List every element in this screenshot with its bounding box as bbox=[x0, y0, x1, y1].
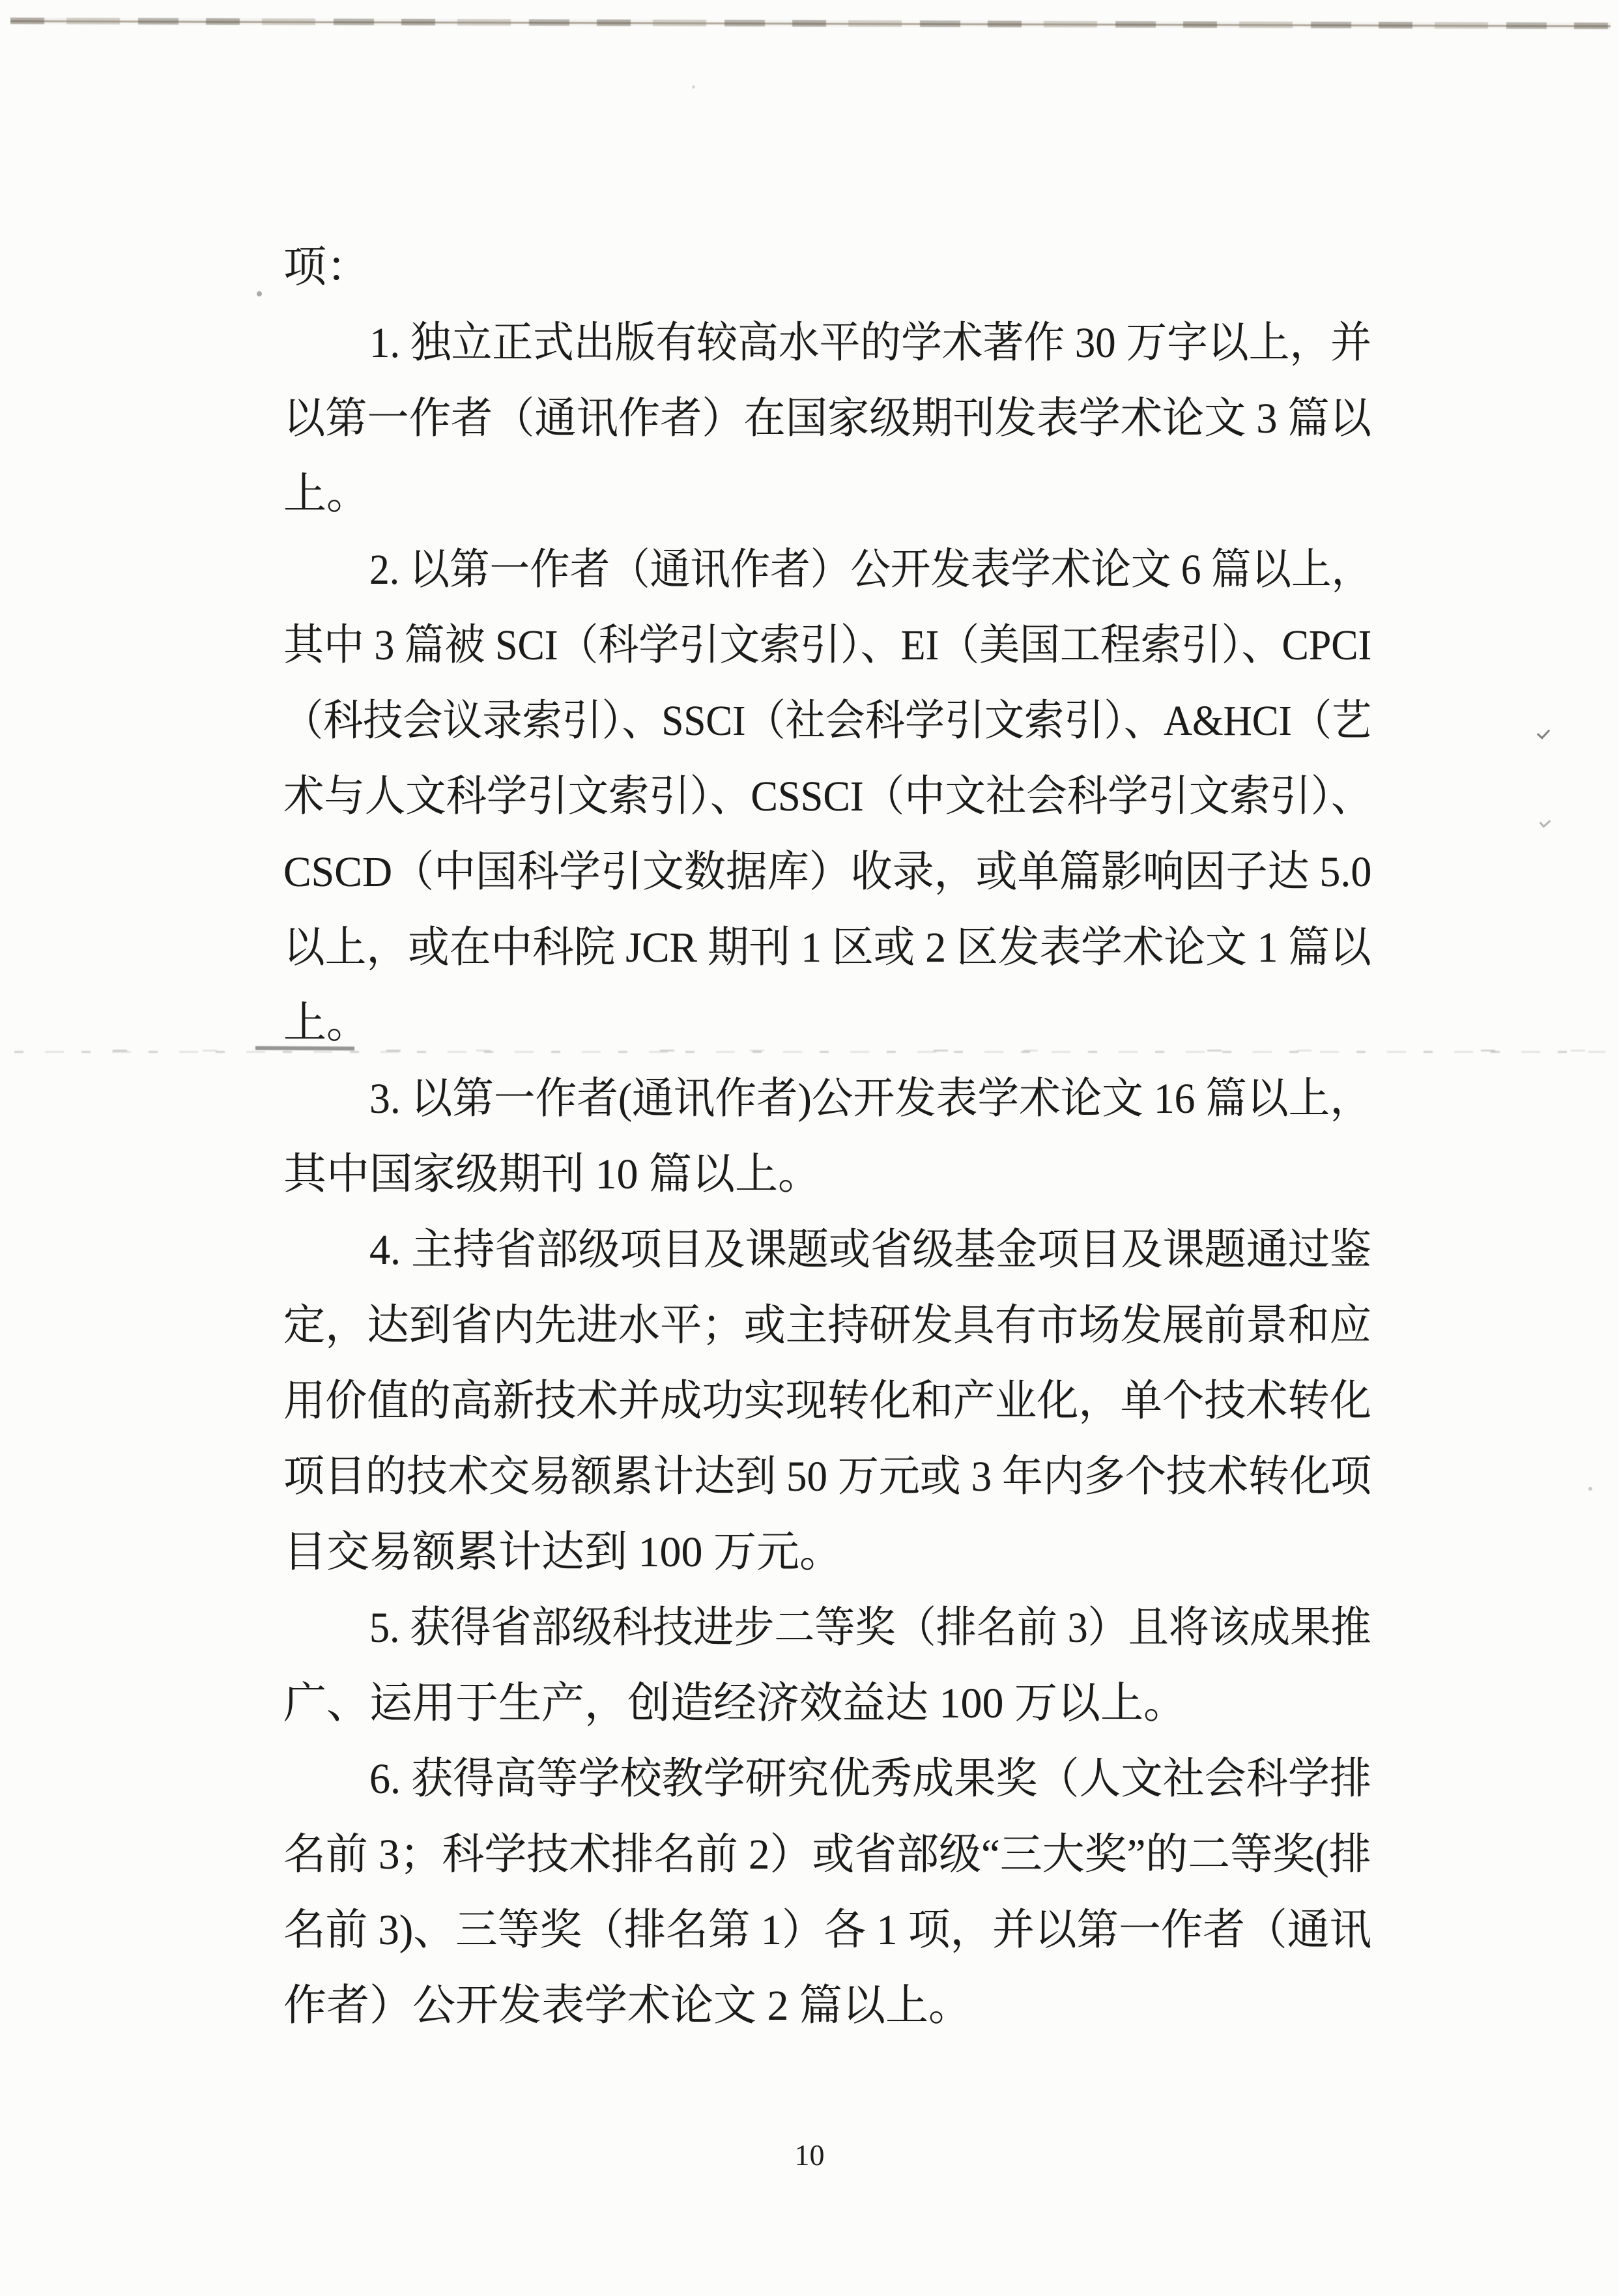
text-line: 其中国家级期刊 10 篇以上。 bbox=[283, 1151, 821, 1198]
text-line: CSCD（中国科学引文数据库）收录，或单篇影响因子达 5.0 bbox=[283, 848, 1372, 896]
text-line: 以第一作者（通讯作者）在国家级期刊发表学术论文 3 篇以 bbox=[283, 395, 1371, 442]
text-line: 项： bbox=[283, 244, 369, 291]
page-number: 10 bbox=[794, 2138, 825, 2172]
text-line: 作者）公开发表学术论文 2 篇以上。 bbox=[283, 1982, 971, 2030]
text-line: 4. 主持省部级项目及课题或省级基金项目及课题通过鉴 bbox=[369, 1226, 1371, 1274]
text-line: 2. 以第一作者（通讯作者）公开发表学术论文 6 篇以上， bbox=[369, 546, 1371, 594]
text-line: 名前 3)、三等奖（排名第 1）各 1 项，并以第一作者（通讯 bbox=[283, 1906, 1371, 1954]
scan-speck bbox=[1537, 726, 1550, 739]
text-line: 6. 获得高等学校教学研究优秀成果奖（人文社会科学排 bbox=[369, 1755, 1371, 1803]
text-line: 广、运用于生产，创造经济效益达 100 万以上。 bbox=[283, 1680, 1186, 1727]
text-line: 以上，或在中科院 JCR 期刊 1 区或 2 区发表学术论文 1 篇以 bbox=[283, 924, 1371, 971]
text-line: 1. 独立正式出版有较高水平的学术著作 30 万字以上，并 bbox=[369, 319, 1371, 367]
text-line: 上。 bbox=[283, 470, 369, 518]
scan-speck bbox=[1540, 816, 1551, 827]
text-line: 定，达到省内先进水平；或主持研发具有市场发展前景和应 bbox=[283, 1302, 1371, 1349]
text-line: 用价值的高新技术并成功实现转化和产业化，单个技术转化 bbox=[283, 1377, 1371, 1425]
text-line: 上。 bbox=[283, 999, 369, 1047]
text-line: 5. 获得省部级科技进步二等奖（排名前 3）且将该成果推 bbox=[369, 1604, 1371, 1652]
text-line: 目交易额累计达到 100 万元。 bbox=[283, 1528, 842, 1576]
text-line: 项目的技术交易额累计达到 50 万元或 3 年内多个技术转化项 bbox=[283, 1453, 1371, 1500]
text-line: 其中 3 篇被 SCI（科学引文索引）、EI（美国工程索引）、CPCI bbox=[283, 622, 1372, 669]
scan-speck bbox=[692, 85, 695, 89]
scan-speck bbox=[257, 291, 262, 296]
text-line: （科技会议录索引）、SSCI（社会科学引文索引）、A&HCI（艺 bbox=[283, 697, 1372, 745]
scan-speck bbox=[1588, 1487, 1592, 1491]
text-line: 术与人文科学引文索引）、CSSCI（中文社会科学引文索引）、 bbox=[283, 773, 1372, 820]
text-line: 3. 以第一作者(通讯作者)公开发表学术论文 16 篇以上， bbox=[369, 1075, 1371, 1123]
scan-artifact-dashes bbox=[10, 18, 1611, 29]
scan-artifact-top-line bbox=[10, 17, 1611, 31]
document-text-block bbox=[283, 230, 1371, 2044]
text-line: 名前 3；科学技术排名前 2）或省部级“三大奖”的二等奖(排 bbox=[283, 1831, 1371, 1878]
